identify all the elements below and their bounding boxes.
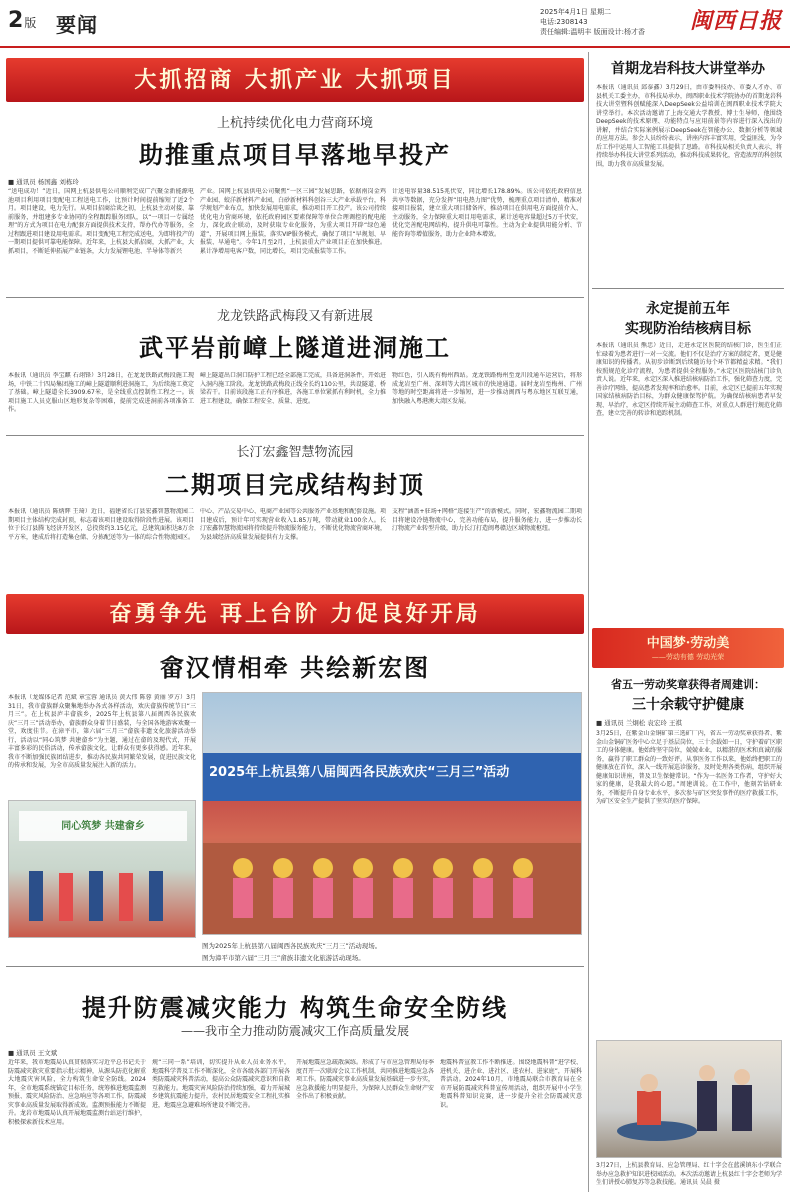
right3-kicker: 省五一劳动奖章获得者周建训：: [611, 678, 765, 691]
first-aid-photo-graphic: [597, 1041, 782, 1158]
article5-subhead: ——我市全力推动防震减灾工作高质量发展: [180, 1024, 409, 1038]
paper-logo: 闽西日报: [690, 8, 783, 34]
article5-col3: 开展地震应急疏散演练。形成了与市应急管理局每季度召开一次联席会议工作机制，共同推进地震应急各项工作。防震减灾事业高质量发展基础进一步夯实，应急救援能力明显提升，为保障人民群众生命财产安全作出了积极贡献。: [296, 1059, 434, 1100]
article5-byline: ■ 通讯员 王文斌: [8, 1049, 58, 1057]
phone: 电话:2308143: [540, 18, 588, 26]
dateline: [540, 7, 680, 37]
right1-body: 本报讯（通讯员 邱泰鑫）3月29日，由市委科技办、市委人才办、市县机关工委主办，市科技局承办，闽西职业技术学院协办的首期龙岩科技大讲堂暨科创赋能深入DeepSeek公益培训在闽西职业技术学院大讲堂举行。本次活动邀请了上海交通大学教授、博士生导师，他围绕DeepSeek的技术原理、功能特点与应用前景等内容进行深入浅出的讲解，并结合实际案例展示DeepSeek在智能办公、数据分析等领域的应用方法。参会人员纷纷表示，讲座内容丰富实用，受益匪浅，为今后工作中运用人工智能工具提供了思路。市科技局相关负责人表示，将持续举办科技大讲堂系列活动，推动科技成果转化，营造浓厚的科创氛围，助力我市高质量发展。: [596, 84, 782, 168]
divider: [6, 966, 584, 967]
article3-col3: 支程”涵盖+驻场+网格“连接生产”的新模式。同时，宏鑫物流园二期项目将建设冷链物流中心，完善功能布局，提升服务能力，进一步推动长汀物流产业转型升级，助力长汀打造闽粤赣边区域物流枢纽。: [392, 508, 582, 532]
photo1-caption: 图为2025年上杭县第八届闽西各民族欢庆“三月三”活动现场。: [202, 942, 382, 950]
article1-headline: 助推重点项目早落地早投产: [139, 140, 451, 169]
article3-headline: 二期项目完成结构封顶: [165, 470, 425, 499]
article2-kicker: 龙龙铁路武梅段又有新进展: [216, 309, 373, 324]
photo2-caption: 图为漳平市第六届“三月三”畲族非遗文化旅游活动现场。: [202, 954, 365, 962]
article2-col2: 嶂上隧道出口洞口防护工程已经全部施工完成，具备进洞条件，开始进入洞内施工阶段。龙龙铁路武梅段正线全长约110公里，共设隧道、桥梁若干。目前该段施工正有序推进，各施工单位紧抓有利时机，全力推进工程建设，确保工程安全、质量、进度。: [200, 372, 386, 405]
china-dream-box: [592, 628, 784, 668]
article5-headline: 提升防震减灾能力 构筑生命安全防线: [81, 993, 509, 1022]
section-name: 要闻: [56, 13, 98, 37]
article1-col3: 计送电容量38.515兆伏安，同比增长178.89%。该公司依托政府信息共享等数据，充分发挥“用电热力图”优势，梳理重点项目清单，精准对接项目报装，建立重大项目储备库，推动项目在供用电方面提前介入、主动服务，全力保障重大项目用电需求，累计送电容量超过5万千伏安，优化完善配电网结构，提升供电可靠性。主动为企业提供用能分析、节能咨询等增值服务，助力企业降本增效。: [392, 188, 582, 238]
article1-byline: ■ 通讯员 杨国鑫 刘栋玲: [8, 178, 79, 186]
divider: [6, 297, 584, 298]
festival-photo-zhangping: [8, 800, 196, 938]
divider: [6, 435, 584, 436]
article5-col4: 地震科普宣教工作不断推进。围绕地震科普“进学校、进机关、进企业、进社区、进农村、进家庭”，开展科普活动。2024年10月，市地震局联合市教育局在全市开展防震减灾科普宣传周活动，组织开展中小学生地震科普知识竞赛，进一步提升全社会防震减灾意识。: [440, 1059, 582, 1109]
right3-byline: ■ 通讯员 兰炯松 袁宏玲 王祺: [596, 719, 682, 727]
banner-top: [6, 58, 584, 102]
masthead: [0, 0, 790, 48]
column-divider: [588, 52, 589, 1192]
festival-sign2-text: 同心筑梦 共建畲乡: [61, 821, 145, 832]
article5-col1: 近年来，我市地震局认真贯彻落实习近平总书记关于防震减灾救灾重要指示批示精神，从源头防范化解重大地震灾害风险，全力构筑生命安全防线。2024年，全市地震系统锚定目标任务，统筹推进地震监测预报、震灾风险防治、应急响应等各项工作，防震减灾事业高质量发展取得新成效。监测预报能力不断提升。龙岩市地震局认真开展地震监测台站运行维护，积极探索新技术应用。: [8, 1059, 146, 1126]
right2-headline: 永定提前五年: [646, 301, 730, 317]
right2-headline2: 实现防治结核病目标: [625, 321, 751, 337]
banner-middle-text: 奋勇争先 再上台阶 力促良好开局: [109, 601, 481, 627]
page-number: 2版: [8, 8, 37, 33]
article2-headline: 武平岩前嶂上隧道进洞施工: [139, 333, 451, 362]
article3-col1: 本报讯（通讯员 陈炳辉 王琦）近日，福建省长汀县宏鑫智慧物流园二期项目主体结构完成封顶，标志着该项目建设取得阶段性进展。该项目位于长汀县腾飞经济开发区，总投资约3.15亿元，总建筑面积达8万余平方米，建成后将打造集仓储、分拣配送等为一体的综合性物流园区。: [8, 508, 194, 541]
article2-col3: 物红色，引入既有梅州西站。龙龙铁路梅州至龙川段通车运营后，将形成龙岩至广州、深圳等大湾区城市的快速通道。届时龙岩至梅州、广州等地的时空距离将进一步缩短，进一步推动闽西与粤东地区互联互通，加快融入粤港澳大湾区发展。: [392, 372, 582, 405]
editors: 责任编辑:温明丰 版面设计:杨才香: [540, 28, 645, 36]
festival-photo-lujiang: [202, 692, 582, 935]
article4-headline: 畲汉情相牵 共绘新宏图: [159, 653, 431, 682]
article3-col2: 中心、产品交易中心、电商产业园等公共服务产业基地和配套设施。项目建成后，预计年可实现营业收入1.85万吨，带动就业100余人。长汀宏鑫智慧物流园将持续提升物流服务能力，不断优化物流营商环境，为县域经济高质量发展提供有力支撑。: [200, 508, 386, 541]
first-aid-photo: [596, 1040, 782, 1158]
china-dream-subtitle: ——劳动有德 劳动光荣: [651, 653, 725, 661]
banner-top-text: 大抓招商 大抓产业 大抓项目: [134, 67, 456, 93]
festival-photo-graphic: [203, 693, 582, 935]
article5-col2: 规“三同一系”培训，切实提升从业人员业务水平，地震科学普及工作不断深化，全市各级各部门开展各类防震减灾科普活动，提高公众防震减灾意识和自救互救能力。地震灾害风险防治持续加强，着力开展城乡建筑抗震能力提升，农村民居地震安全工程扎实推进，地震应急避难场所建设不断完善。: [152, 1059, 290, 1109]
right2-body: 本报讯（通讯员 熊忠）近日，走进永定区医院的结核门诊，医生们正忙碌着为患者进行一对一交流。他们不仅是治疗方案的制定者，更是健康知识的传播者。从初步诊断到后续随访每个环节都精益求精。“我们按照规范化诊疗流程，为患者提供全程服务。”永定区医院结核门诊负责人说。近年来，永定区深入推进结核病防治工作，强化筛查力度，完善诊疗网络，提高患者发现率和治愈率。目前，永定区已提前五年实现国家结核病防治目标，为群众健康保驾护航。为确保结核病患者早发现、早治疗，永定区持续开展主动筛查工作，对重点人群进行规范化筛查，建立完善的转诊和追踪机制。: [596, 342, 782, 417]
article2-col1: 本报讯（通讯员 李宝麒 石翊锋）3月28日，在龙龙铁路武梅段施工现场，中铁二十四局集团施工的嶂上隧道顺利进洞施工，为后续施工奠定了基础。嶂上隧道全长3909.67米，是全线重点控制性工程之一。该项目施工人员克服山区地形复杂等困难，提前完成进洞前各项准备工作。: [8, 372, 194, 413]
article3-kicker: 长汀宏鑫智慧物流园: [236, 445, 354, 460]
article1-col1: “送电成功！”近日，国网上杭县供电公司顺利完成广汽聚金新能源电池项目利用项目变配电工程送电工作，比预计时间提前缩短了近2个月。项目建设，电力先行。从项目招商洽谈之初，上杭县主动对接、靠前服务，并组建多专业协同的全程跟踪服务团队，以“一项目一专属经理”的方式为项目在电力配套方面提供技术支持，帮办代办等服务，全过程跟进项目建设用电需求。项目变配电工程完成送电，为即将投产的一期项目提供可靠电能保障。近年来，上杭县大抓招商，大抓产业，大抓项目，不断延伸拓展产业链条，大力发展锂电池、半导体等新兴: [8, 188, 194, 255]
festival-sign-text: 2025年上杭县第八届闽西各民族欢庆“三月三”活动: [209, 765, 510, 780]
banner-middle: [6, 594, 584, 634]
divider: [592, 288, 784, 289]
date: 2025年4月1日 星期二: [540, 8, 611, 16]
right3-headline: 三十余载守护健康: [632, 697, 744, 713]
article1-kicker: 上杭持续优化电力营商环境: [216, 116, 373, 131]
article4-body: 本报讯（龙媒体记者 范斌 章宝蓉 通讯员 黄大伟 陈蓉 黄丽 罗方）3月31日，我市畲族群众聚集地举办各式各样活动，欢庆畲族传统节日“三月三”。在上杭县庐丰畲族乡，2025年上杭县第八届闽西各民族欢庆“三月三”活动举办，畲族群众身着节日盛装，与全国各地游客欢聚一堂，欢度佳节。在漳平市，第六届“三月三”畲族非遗文化旅游活动举行，活动以“同心筑梦 共建畲乡”为主题，通过在畲的及现代式，开展丰富多彩的民俗活动，传承畲族文化，让群众有更多获得感。近年来，我市不断加强民族团结进步，推动各民族共同繁荣发展，促进民族文化的传承和发展，为全市高质量发展注入新的活力。: [8, 694, 196, 769]
article1-col2: 产业。国网上杭县供电公司聚焦“一区三园”发展思路，依据南岗金鸡产业园、蛟洋新材料产业园，白砂新材料科创谷三大产业承载平台，科学规划产业布点，加快发展用电需求，推动项目开工投产。该公司持续优化电力营商环境，依托政府园区要素保障等单位合理调控的配电能力，深化政企联动，及时获取专业化服务，为重大项目开辟“绿色通道”，开展项目网上报装，落实VIP服务模式，确保了项目“早规划、早报装、早通电”。今年1月至2月，上杭县重大产业项目正在加快推进。累计净增用电客户数，同比增长，项目完成报装等工作。: [200, 188, 386, 255]
right1-headline: 首期龙岩科技大讲堂举办: [611, 61, 765, 77]
first-aid-caption: 3月27日，上杭县教育局、应急管理局、红十字会在蓝溪镇东小学联合举办应急救护知识进校园活动。本次活动邀请上杭县红十字会老师为学生们讲授心肺复苏等急救技能。通讯员 吴晨 摄: [596, 1162, 783, 1186]
china-dream-title: 中国梦·劳动美: [646, 636, 730, 651]
right3-body: 3月25日，在紫金山金铜矿第三选矿厂内，省五一劳动奖章获得者、紫金山金铜矿医务中心立足于基层岗位，三十余载如一日，守护着矿区职工的身体健康。他始终坚守岗位，兢兢业业，以精湛的医术和真诚的服务，赢得了职工群众的一致好评。从事医务工作以来，他始终把职工的健康放在首位，深入一线开展巡诊服务，及时处理各类伤病，组织开展健康知识讲座，普及卫生保健常识。“作为一名医务工作者，守护好大家的健康，是我最大的心愿。”周建训说。在工作中，他刻苦钻研业务，不断提升自身专业水平，多次参与矿区突发事件的医疗救援工作，为矿区安全生产提供了坚实的医疗保障。: [596, 730, 782, 805]
